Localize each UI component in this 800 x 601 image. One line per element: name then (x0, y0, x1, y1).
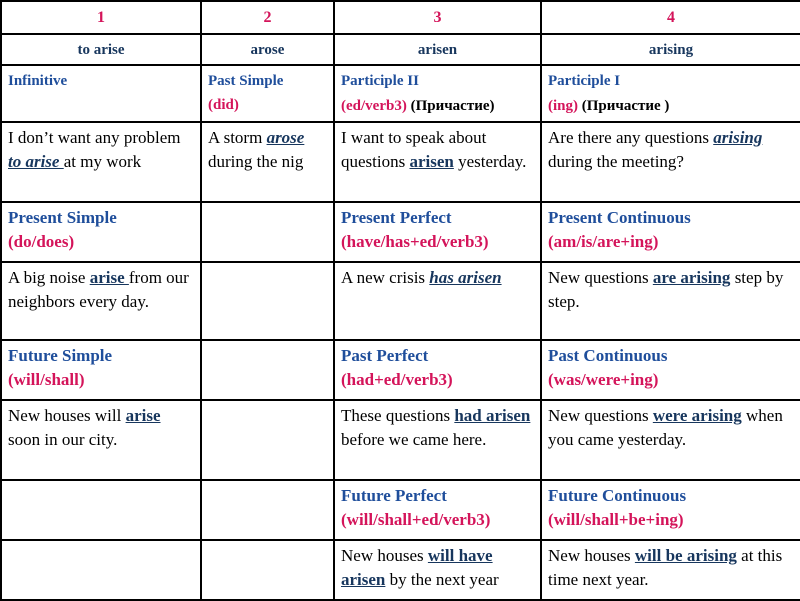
verb-forms-row (1, 34, 800, 65)
example-highlight: will be arising (634, 546, 737, 565)
example-highlight: arise (89, 268, 129, 287)
example-cell (334, 122, 541, 202)
example-cell (541, 122, 800, 202)
empty-cell (201, 540, 334, 600)
header-cell-participle-1 (541, 65, 800, 122)
column-number-row (1, 1, 800, 34)
example-text: New houses (341, 546, 428, 565)
header-cell-past-simple (201, 65, 334, 122)
verb-form-cell (201, 34, 334, 65)
header-cell-present-continuous (541, 202, 800, 262)
example-text: yesterday. (453, 152, 527, 171)
tense-formula: (will/shall+be+ing) (548, 510, 684, 529)
example-highlight: arising (713, 128, 763, 147)
empty-cell (201, 400, 334, 480)
example-row (1, 122, 800, 202)
example-row (1, 400, 800, 480)
tense-formula: (ing) (548, 98, 578, 114)
example-text: A storm (208, 128, 267, 147)
example-text: New questions (548, 268, 653, 287)
header-cell-present-perfect (334, 202, 541, 262)
example-cell (1, 400, 201, 480)
tense-formula: (did) (208, 97, 239, 113)
column-number-cell (334, 1, 541, 34)
example-text: step by step. (548, 268, 784, 311)
column-number: 1 (97, 9, 105, 26)
empty-cell (201, 262, 334, 340)
example-text: These questions (341, 406, 455, 425)
example-highlight: arose (266, 128, 305, 147)
example-highlight: were arising (652, 406, 742, 425)
tense-formula: (am/is/are+ing) (548, 232, 659, 251)
example-text: during the meeting? (548, 152, 684, 171)
verb-form-cell (334, 34, 541, 65)
tense-title: Past Continuous (548, 346, 668, 365)
tense-formula: (had+ed/verb3) (341, 370, 453, 389)
empty-cell (1, 540, 201, 600)
example-text: I want to speak about questions (341, 128, 487, 171)
tense-title: Present Continuous (548, 208, 691, 227)
tense-formula: (ed/verb3) (341, 98, 407, 114)
example-highlight: had arisen (454, 406, 531, 425)
verb-form: to arise (77, 42, 125, 58)
example-text: New houses will (8, 406, 126, 425)
example-text: New houses (548, 546, 635, 565)
empty-cell (201, 480, 334, 540)
tense-title: Participle I (548, 73, 621, 89)
header-cell-past-perfect (334, 340, 541, 400)
example-highlight: are arising (652, 268, 731, 287)
tense-title: Future Continuous (548, 486, 687, 505)
column-number: 2 (263, 9, 272, 26)
header-cell-present-simple (1, 202, 201, 262)
verb-form: arising (648, 42, 694, 58)
example-cell (1, 262, 201, 340)
header-cell-participle-2 (334, 65, 541, 122)
verb-form-cell (541, 34, 800, 65)
example-text: at this time next year. (548, 546, 783, 589)
tense-title: Present Simple (8, 208, 117, 227)
tense-formula: (do/does) (8, 232, 75, 251)
example-highlight: has arisen (429, 268, 502, 287)
tense-formula: (have/has+ed/verb3) (341, 232, 489, 251)
header-cell-future-perfect (334, 480, 541, 540)
empty-cell (1, 480, 201, 540)
tense-formula: (will/shall+ed/verb3) (341, 510, 491, 529)
example-text: at my work (63, 152, 142, 171)
tense-title: Present Perfect (341, 208, 452, 227)
header-cell-future-simple (1, 340, 201, 400)
example-cell (334, 262, 541, 340)
verb-form-cell (1, 34, 201, 65)
example-text: when you came yesterday. (548, 406, 783, 449)
russian-label: (Причастие ) (578, 98, 670, 114)
tense-title: Participle II (341, 73, 419, 89)
tense-header-row (1, 480, 800, 540)
column-number-cell (201, 1, 334, 34)
tense-formula: (was/were+ing) (548, 370, 659, 389)
example-row (1, 540, 800, 600)
tense-title: Past Perfect (341, 346, 429, 365)
empty-cell (201, 202, 334, 262)
column-number: 3 (433, 9, 442, 26)
example-highlight: will have arisen (341, 546, 493, 589)
header-cell-past-continuous (541, 340, 800, 400)
example-cell (334, 400, 541, 480)
example-cell (1, 122, 201, 202)
example-text: before we came here. (341, 430, 487, 449)
form-names-row (1, 65, 800, 122)
example-text: from our neighbors every day. (8, 268, 189, 311)
formula-line (548, 93, 794, 118)
example-highlight: arisen (409, 152, 454, 171)
example-text: soon in our city. (8, 430, 118, 449)
tense-title: Future Simple (8, 346, 113, 365)
column-number-cell (541, 1, 800, 34)
example-row (1, 262, 800, 340)
russian-label: (Причастие) (406, 98, 495, 114)
example-text: I don’t want any problem (8, 128, 181, 147)
header-cell-infinitive (1, 65, 201, 122)
verb-form: arisen (417, 42, 458, 58)
example-cell (334, 540, 541, 600)
tense-header-row (1, 340, 800, 400)
example-text: Are there any questions (548, 128, 714, 147)
tense-title: Infinitive (8, 73, 68, 89)
example-cell (541, 262, 800, 340)
header-cell-future-continuous (541, 480, 800, 540)
tense-title: Past Simple (208, 73, 284, 89)
example-text: New questions (548, 406, 653, 425)
example-text: A new crisis (341, 268, 430, 287)
formula-line (341, 93, 534, 118)
example-highlight: to arise (8, 152, 64, 171)
column-number-cell (1, 1, 201, 34)
example-highlight: arise (125, 406, 161, 425)
empty-cell (201, 340, 334, 400)
tense-title: Future Perfect (341, 486, 447, 505)
example-cell (201, 122, 334, 202)
example-text: by the next year (385, 570, 499, 589)
column-number: 4 (667, 9, 675, 26)
verb-form: arose (250, 42, 285, 58)
example-text: during the nig (208, 152, 304, 171)
tense-formula: (will/shall) (8, 370, 85, 389)
tense-header-row (1, 202, 800, 262)
example-cell (541, 400, 800, 480)
example-cell (541, 540, 800, 600)
example-text: A big noise (8, 268, 90, 287)
